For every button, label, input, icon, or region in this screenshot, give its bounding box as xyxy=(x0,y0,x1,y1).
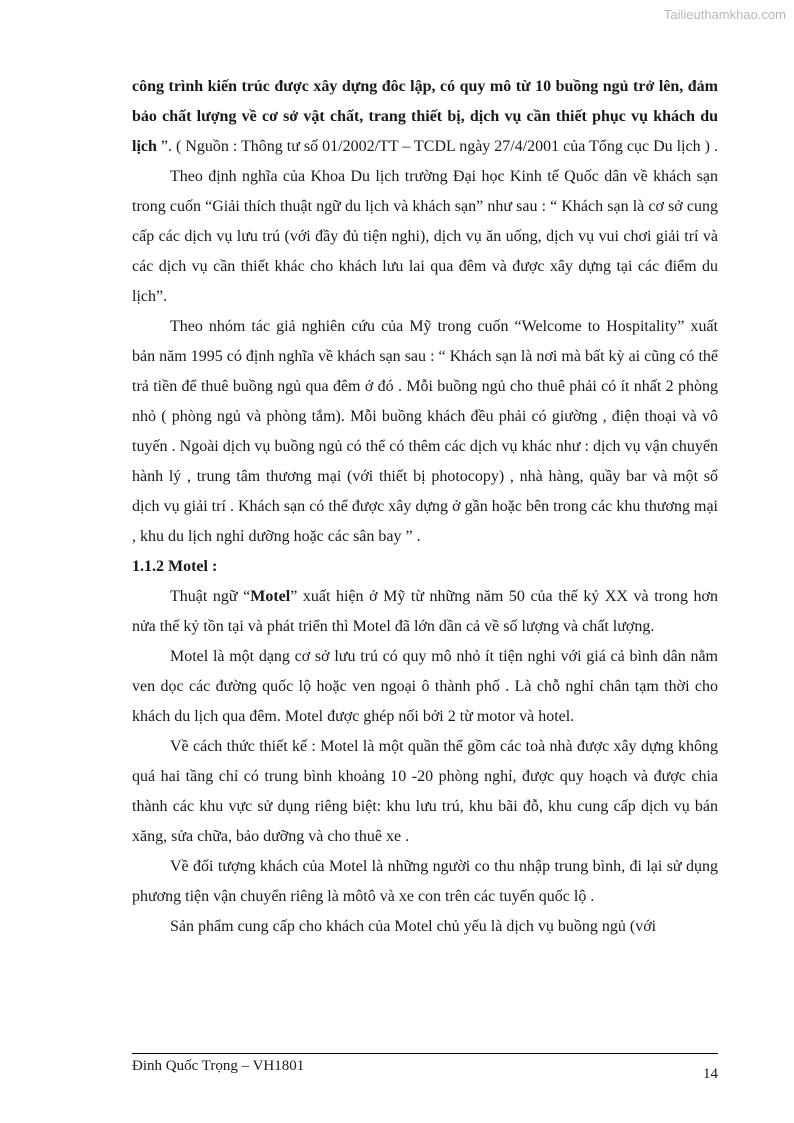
paragraph-motel-products: Sản phẩm cung cấp cho khách của Motel chủ yếu là dịch vụ buồng ngủ (với xyxy=(170,918,657,935)
paragraph-motel-guests: Về đối tượng khách của Motel là những người co thu nhập trung bình, đi lại sử dụng phương tiện vận chuyển riêng là môtô và xe con trên các tuyến quốc lộ . xyxy=(132,858,718,905)
motel-term-post: ” xuất hiện ở Mỹ từ những năm 50 của thế kỷ XX và trong hơn nửa thế kỷ tồn tại và phát triển thì Motel đã lớn dần cả về số lượng và chất lượng. xyxy=(132,588,718,635)
intro-source: ”. ( Nguồn : Thông tư số 01/2002/TT – TCDL ngày 27/4/2001 của Tổng cục Du lịch ) . xyxy=(156,138,718,155)
intro-paragraph xyxy=(132,72,718,162)
document-body xyxy=(132,72,718,942)
page-number: 14 xyxy=(703,1066,718,1082)
paragraph-motel-definition: Motel là một dạng cơ sở lưu trú có quy mô nhỏ ít tiện nghi với giá cả bình dân nằm ven dọc các đường quốc lộ hoặc ven ngoại ô thành phố . Là chỗ nghỉ chân tạm thời cho khách du lịch qua đêm. Motel được ghép nối bởi 2 từ motor và hotel. xyxy=(132,648,718,725)
footer-author: Đinh Quốc Trọng – VH1801 xyxy=(132,1058,305,1074)
intro-bold-text: công trình kiến trúc được xây dựng đôc lập, có quy mô từ 10 buồng ngủ trở lên, đảm bảo chất lượng về cơ sở vật chất, trang thiết bị, dịch vụ cần thiết phục vụ khách du lịch xyxy=(132,78,718,155)
watermark: Tailieuthamkhao.com xyxy=(663,7,786,22)
paragraph-definition-ktqd: Theo định nghĩa của Khoa Du lịch trường Đại học Kinh tế Quốc dân về khách sạn trong cuốn “Giải thích thuật ngữ du lịch và khách sạn” như sau : “ Khách sạn là cơ sở cung cấp các dịch vụ lưu trú (với đầy đủ tiện nghi), dịch vụ ăn uống, dịch vụ vui chơi giải trí và các dịch vụ cần thiết khác cho khách lưu lai qua đêm và được xây dựng tại các điểm du lịch”. xyxy=(132,168,718,305)
paragraph-definition-hospitality: Theo nhóm tác giả nghiên cứu của Mỹ trong cuốn “Welcome to Hospitality” xuất bản năm 1995 có định nghĩa về khách sạn sau : “ Khách sạn là nơi mà bất kỳ ai cũng có thể trả tiền để thuê buồng ngủ qua đêm ở đó . Mỗi buồng ngủ cho thuê phải có ít nhất 2 phòng nhỏ ( phòng ngủ và phòng tắm). Mỗi buồng khách đều phải có giường , điện thoại và vô tuyến . Ngoài dịch vụ buồng ngủ có thể có thêm các dịch vụ khác như : dịch vụ vận chuyển hành lý , trung tâm thương mại (với thiết bị photocopy) , nhà hàng, quầy bar và một số dịch vụ giải trí . Khách sạn có thể được xây dựng ở gần hoặc bên trong các khu thương mại , khu du lịch nghỉ dưỡng hoặc các sân bay ” . xyxy=(132,318,718,545)
motel-term-bold: Motel xyxy=(250,588,291,605)
page-footer xyxy=(132,1053,718,1083)
paragraph-motel-design: Về cách thức thiết kế : Motel là một quần thể gồm các toà nhà được xây dựng không quá hai tầng chỉ có trung bình khoảng 10 -20 phòng nghỉ, được quy hoạch và được chia thành các khu vực sử dụng riêng biệt: khu lưu trú, khu bãi đỗ, khu cung cấp dịch vụ bán xăng, sửa chữa, bảo dưỡng và cho thuê xe . xyxy=(132,738,718,845)
section-heading-motel: 1.1.2 Motel : xyxy=(132,558,218,575)
motel-term-pre: Thuật ngữ “ xyxy=(170,588,251,605)
paragraph-motel-term xyxy=(132,582,718,642)
